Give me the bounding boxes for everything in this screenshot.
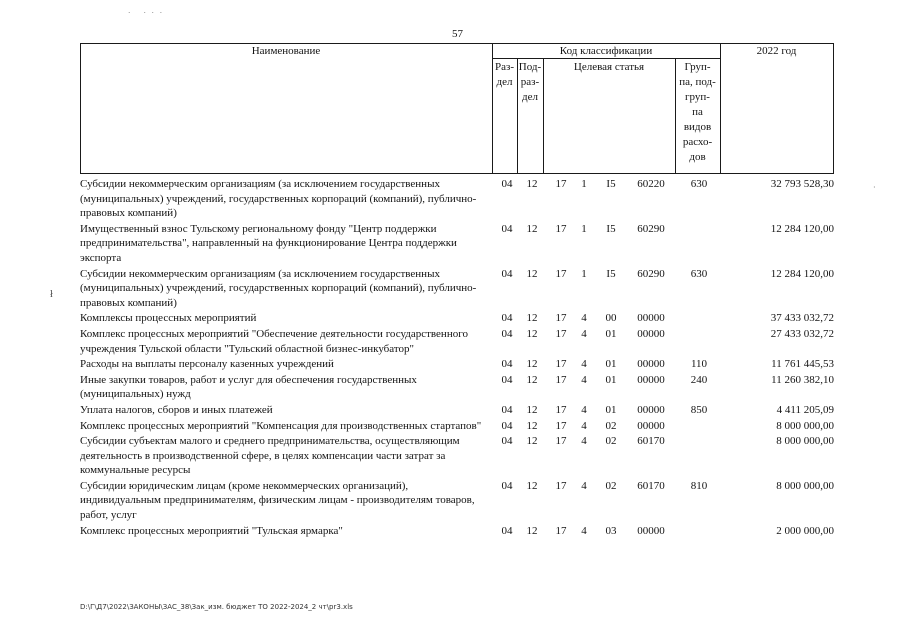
row-name: Расходы на выплаты персоналу казенных учреждений [80,358,334,371]
row-razdel: 04 [501,419,513,432]
row-napravlenie: 60290 [637,267,665,280]
table-row [80,419,840,434]
row-programma: 17 [555,479,567,492]
row-meropriyatie: 02 [605,435,617,448]
row-napravlenie: 00000 [637,419,665,432]
row-sum: 11 761 445,53 [771,358,834,371]
row-napravlenie: 60170 [637,435,665,448]
table-row [80,403,840,418]
row-napravlenie: 00000 [637,524,665,537]
header-celevaya-statya: Целевая статья [573,61,645,73]
margin-dot: · [873,183,876,192]
row-podprogramma: 4 [581,358,587,371]
row-name: Субсидии некоммерческим организациям (за исключением государственных (муниципальных) учреждений, государственных корпораций (компаний), публично-правовых компаний) [80,178,477,220]
page-number: 57 [452,28,463,40]
row-podprogramma: 1 [581,178,587,190]
row-programma: 17 [555,435,567,448]
row-programma: 17 [555,312,567,325]
header-gruppa-vidov-rashodov: Груп- па, под- груп- па видов расхо- дов [679,61,716,163]
row-sum: 2 000 000,00 [776,524,834,537]
row-meropriyatie: 01 [605,373,617,386]
row-meropriyatie: 01 [605,403,617,416]
table-row [80,327,840,356]
row-razdel: 04 [501,524,513,537]
row-napravlenie: 00000 [637,358,665,371]
row-podrazdel: 12 [526,403,538,416]
row-podrazdel: 12 [526,435,538,448]
table-row [80,267,840,311]
row-napravlenie: 60290 [637,222,665,235]
table-row [80,311,840,326]
row-name: Субсидии субъектам малого и среднего предпринимательства, осуществляющим деятельность в производственной сфере, в целях компенсации части затрат за коммунальные ресурсы [80,435,460,477]
row-programma: 17 [555,222,567,235]
header-podrazdel: Под- раз- дел [518,61,542,103]
row-name: Уплата налогов, сборов и иных платежей [80,403,273,416]
row-razdel: 04 [501,403,513,416]
row-gruppa: 850 [690,403,708,416]
table-body [80,177,840,539]
header-razdel: Раз- дел [494,61,514,88]
row-sum: 11 260 382,10 [771,373,834,386]
table-row [80,434,840,478]
row-programma: 17 [555,419,567,432]
row-meropriyatie: 01 [605,327,617,340]
row-gruppa: 810 [690,479,708,492]
row-podrazdel: 12 [526,419,538,432]
row-meropriyatie: I5 [606,222,616,235]
row-razdel: 04 [501,435,513,448]
row-napravlenie: 60220 [637,178,665,190]
row-gruppa: 630 [690,178,708,190]
row-meropriyatie: 00 [605,312,617,325]
row-podrazdel: 12 [526,479,538,492]
row-podprogramma: 1 [581,222,587,235]
row-podprogramma: 4 [581,403,587,416]
header-year: 2022 год [756,45,797,57]
row-sum: 8 000 000,00 [776,435,834,448]
row-name: Субсидии некоммерческим организациям (за исключением государственных (муниципальных) учреждений, государственных корпораций (компаний), публично-правовых компаний) [80,267,477,309]
table-row [80,373,840,402]
row-podrazdel: 12 [526,267,538,280]
row-razdel: 04 [501,222,513,235]
row-programma: 17 [555,358,567,371]
table-row [80,357,840,372]
row-gruppa: 240 [690,373,708,386]
row-name: Комплекс процессных мероприятий "Обеспечение деятельности государственного учреждения Тульской области "Тульский областной бизнес-инкубатор" [80,327,468,355]
table-row [80,524,840,539]
row-podprogramma: 4 [581,327,587,340]
header-naimenovanie: Наименование [251,45,321,57]
row-podrazdel: 12 [526,373,538,386]
row-podprogramma: 4 [581,479,587,492]
header-kod-klassifikacii: Код классификации [559,45,653,57]
row-sum: 4 411 205,09 [776,403,834,416]
row-sum: 32 793 528,30 [770,178,834,190]
row-meropriyatie: 02 [605,419,617,432]
row-sum: 8 000 000,00 [776,419,834,432]
table-row [80,177,840,221]
row-podrazdel: 12 [526,178,538,190]
row-programma: 17 [555,178,567,190]
row-napravlenie: 00000 [637,327,665,340]
row-razdel: 04 [501,327,513,340]
row-sum: 12 284 120,00 [770,267,834,280]
row-meropriyatie: I5 [606,178,616,190]
scan-specks: · · · · [128,9,165,17]
row-podprogramma: 4 [581,524,587,537]
row-podprogramma: 4 [581,435,587,448]
row-razdel: 04 [501,178,513,190]
row-gruppa: 630 [690,267,708,280]
row-sum: 8 000 000,00 [776,479,834,492]
file-path-footer: D:\Г\Д7\2022\ЗАКОНЫ\ЗАС_38\Зак_изм. бюджет ТО 2022-2024_2 чт\pr3.xls [80,603,353,611]
row-name: Иные закупки товаров, работ и услуг для обеспечения государственных (муниципальных) нужд [80,373,417,401]
row-napravlenie: 00000 [637,312,665,325]
row-napravlenie: 60170 [637,479,665,492]
row-name: Имущественный взнос Тульскому региональному фонду "Центр поддержки предпринимательства", направленный на функционирование Центра поддержки экспорта [80,222,457,264]
row-razdel: 04 [501,312,513,325]
row-sum: 12 284 120,00 [770,222,834,235]
row-name: Комплексы процессных мероприятий [80,312,257,325]
row-razdel: 04 [501,358,513,371]
row-programma: 17 [555,403,567,416]
row-podrazdel: 12 [526,312,538,325]
row-podprogramma: 4 [581,312,587,325]
row-napravlenie: 00000 [637,403,665,416]
row-sum: 27 433 032,72 [770,327,834,340]
row-podprogramma: 4 [581,419,587,432]
row-razdel: 04 [501,479,513,492]
row-programma: 17 [555,327,567,340]
row-sum: 37 433 032,72 [770,312,834,325]
row-programma: 17 [555,524,567,537]
margin-mark: ł [50,289,53,300]
row-razdel: 04 [501,267,513,280]
row-napravlenie: 00000 [637,373,665,386]
row-meropriyatie: 03 [605,524,617,537]
row-podrazdel: 12 [526,524,538,537]
row-podrazdel: 12 [526,358,538,371]
row-podrazdel: 12 [526,327,538,340]
row-meropriyatie: 02 [605,479,617,492]
table-row [80,479,840,523]
table-row [80,222,840,266]
row-name: Комплекс процессных мероприятий "Компенсация для производственных стартапов" [80,419,482,432]
row-programma: 17 [555,267,567,280]
row-programma: 17 [555,373,567,386]
row-meropriyatie: I5 [606,267,616,280]
table-header [80,43,834,173]
row-name: Субсидии юридическим лицам (кроме некоммерческих организаций), индивидуальным предпринимателям, физическим лицам - производителям товаров, работ, услуг [80,479,475,522]
row-podrazdel: 12 [526,222,538,235]
row-podprogramma: 1 [581,267,587,280]
row-name: Комплекс процессных мероприятий "Тульская ярмарка" [80,524,343,537]
row-meropriyatie: 01 [605,358,617,371]
row-podprogramma: 4 [581,373,587,386]
row-gruppa: 110 [690,358,708,371]
row-razdel: 04 [501,373,513,386]
